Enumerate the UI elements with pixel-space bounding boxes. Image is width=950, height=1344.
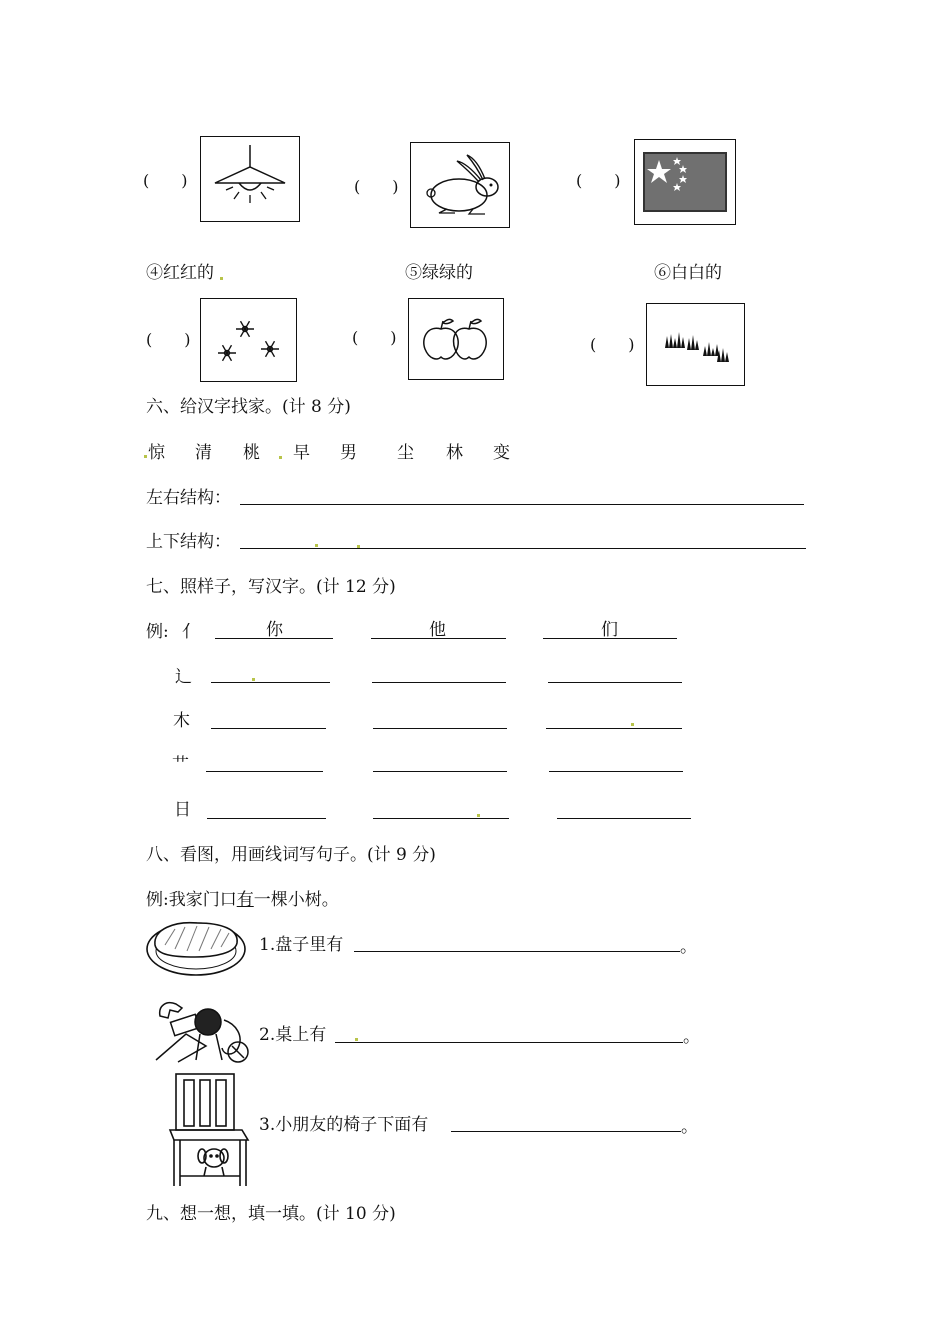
speck [355,1038,358,1041]
sentence-2-end: 。 [683,1027,700,1047]
apples-icon [408,298,504,380]
answer-paren-2[interactable]: ( ) [354,177,399,196]
char-item: 桃 [243,443,260,463]
grass-icon [646,303,745,386]
char-item: 变 [493,443,510,463]
sentence-2-prompt: 2.桌上有 [259,1025,327,1045]
snowflakes-icon [200,298,297,382]
answer-paren-1[interactable]: ( ) [143,171,188,190]
section-8-title: 八、看图，用画线词写句子。(计 9 分) [146,845,436,865]
radical-ri-line-1[interactable] [207,818,326,819]
speck [631,723,634,726]
color-label-red: ④红红的 [146,263,214,283]
bread-plate-icon [145,915,247,977]
answer-paren-3[interactable]: ( ) [576,171,621,190]
color-label-white: ⑥白白的 [654,263,722,283]
radical-cao: 艹 [172,755,189,775]
radical-chuo: 辶 [175,667,192,687]
answer-paren-4[interactable]: ( ) [146,330,191,349]
example-text-before: 例:我家门口 [146,890,237,910]
radical-mu-line-1[interactable] [211,728,326,729]
radical-mu-line-2[interactable] [373,728,507,729]
example-answer-1: 你 [266,620,283,640]
desk-phone-icon [152,990,256,1064]
radical-chuo-line-2[interactable] [372,682,506,683]
example-answer-3: 们 [601,620,618,640]
radical-chuo-line-3[interactable] [548,682,682,683]
sentence-1-answer-line[interactable] [354,951,680,952]
radical-ren: 亻 [182,622,199,642]
color-label-green: ⑤绿绿的 [405,263,473,283]
sentence-3-end: 。 [681,1117,698,1137]
flag-icon [634,139,736,225]
radical-mu-line-3[interactable] [546,728,682,729]
char-item: 尘 [397,443,414,463]
section-8-example [146,890,339,910]
char-item: 惊 [148,443,165,463]
speck [252,678,255,681]
section-6-title: 六、给汉字找家。(计 8 分) [146,397,351,417]
sentence-3-prompt: 3.小朋友的椅子下面有 [259,1115,429,1135]
speck [144,455,147,458]
radical-mu: 木 [173,711,190,731]
sentence-2-answer-line[interactable] [335,1042,683,1043]
radical-ri-line-2[interactable] [373,818,509,819]
radical-cao-line-2[interactable] [373,771,507,772]
char-item: 男 [340,443,357,463]
left-right-label: 左右结构： [146,488,231,508]
answer-paren-6[interactable]: ( ) [590,335,635,354]
speck [477,814,480,817]
example-prefix: 例: [146,622,169,642]
char-item: 早 [293,443,310,463]
char-item: 林 [446,443,463,463]
example-text-after: 一棵小树。 [253,890,339,910]
radical-chuo-line-1[interactable] [211,682,330,683]
section-7-title: 七、照样子，写汉字。(计 12 分) [146,577,396,597]
left-right-answer-line[interactable] [240,504,804,505]
answer-paren-5[interactable]: ( ) [352,328,397,347]
radical-cao-line-3[interactable] [549,771,683,772]
speck [315,544,318,547]
sentence-1-end: 。 [680,937,697,957]
radical-cao-line-1[interactable] [206,771,323,772]
radical-ri: 日 [174,800,191,820]
top-bottom-label: 上下结构： [146,532,231,552]
radical-ri-line-3[interactable] [557,818,691,819]
sentence-1-prompt: 1.盘子里有 [259,935,344,955]
speck [220,277,223,280]
speck [357,545,360,548]
sentence-3-answer-line[interactable] [451,1131,681,1132]
section-9-title: 九、想一想，填一填。(计 10 分) [146,1204,396,1224]
speck [279,456,282,459]
rabbit-icon [410,142,510,228]
example-underlined-word: 有 [236,890,254,910]
example-answer-2: 他 [429,620,446,640]
lamp-icon [200,136,300,222]
top-bottom-answer-line[interactable] [240,548,806,549]
chair-dog-icon [164,1070,250,1190]
char-item: 清 [195,443,212,463]
